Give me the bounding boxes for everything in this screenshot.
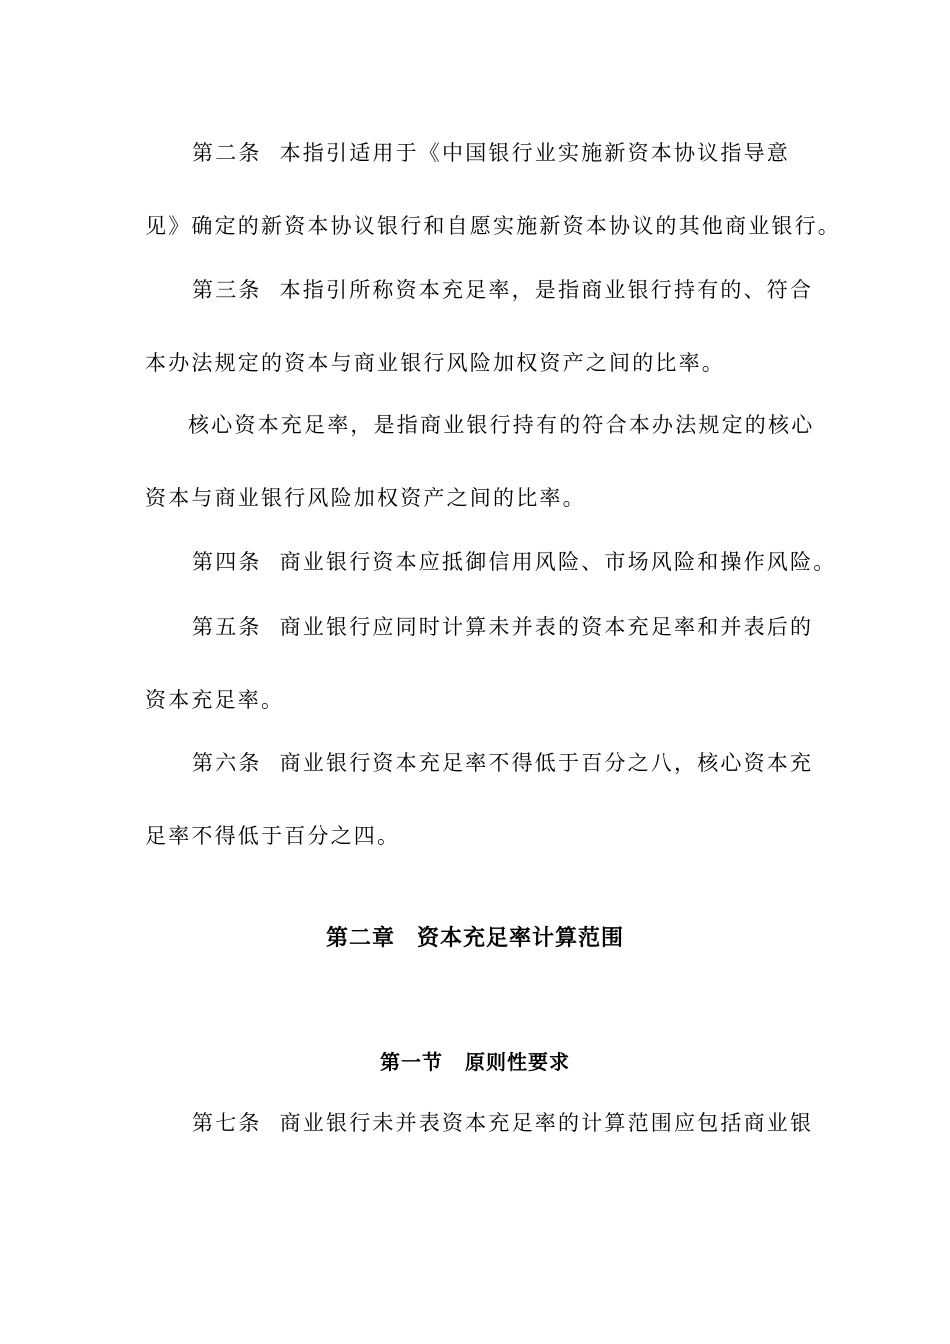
article-4-label: 第四条	[192, 550, 262, 574]
article-6-text-1: 商业银行资本充足率不得低于百分之八，核心资本充	[279, 751, 814, 775]
article-6-line-2: 足率不得低于百分之四。	[145, 824, 401, 848]
article-5-line-1	[192, 612, 814, 642]
article-2-text-1: 本指引适用于《中国银行业实施新资本协议指导意	[279, 141, 791, 165]
section-title: 原则性要求	[465, 1050, 570, 1074]
core-capital-line-2: 资本与商业银行风险加权资产之间的比率。	[145, 486, 586, 510]
article-7-text-1: 商业银行未并表资本充足率的计算范围应包括商业银	[279, 1111, 814, 1135]
chapter-title: 资本充足率计算范围	[417, 926, 625, 951]
article-4-text-1: 商业银行资本应抵御信用风险、市场风险和操作风险。	[279, 550, 837, 574]
section-heading	[0, 1046, 950, 1075]
section-label: 第一节	[380, 1050, 443, 1074]
article-7-line-1	[192, 1108, 814, 1138]
article-2-label: 第二条	[192, 141, 262, 165]
article-5-label: 第五条	[192, 615, 262, 639]
chapter-heading	[0, 921, 950, 952]
chapter-label: 第二章	[325, 926, 395, 951]
core-capital-line-1: 核心资本充足率，是指商业银行持有的符合本办法规定的核心	[188, 413, 815, 437]
article-3-line-2: 本办法规定的资本与商业银行风险加权资产之间的比率。	[145, 351, 725, 375]
article-2-line-1	[192, 138, 805, 168]
article-5-text-1: 商业银行应同时计算未并表的资本充足率和并表后的	[279, 615, 814, 639]
article-3-text-1: 本指引所称资本充足率，是指商业银行持有的、符合	[279, 278, 814, 302]
article-6-line-1	[192, 748, 814, 778]
article-3-line-1	[192, 275, 814, 305]
article-3-label: 第三条	[192, 278, 262, 302]
article-7-label: 第七条	[192, 1111, 262, 1135]
article-2-line-2: 见》确定的新资本协议银行和自愿实施新资本协议的其他商业银行。	[145, 214, 841, 238]
article-4-line-1	[192, 547, 837, 577]
article-5-line-2: 资本充足率。	[145, 688, 285, 712]
article-6-label: 第六条	[192, 751, 262, 775]
